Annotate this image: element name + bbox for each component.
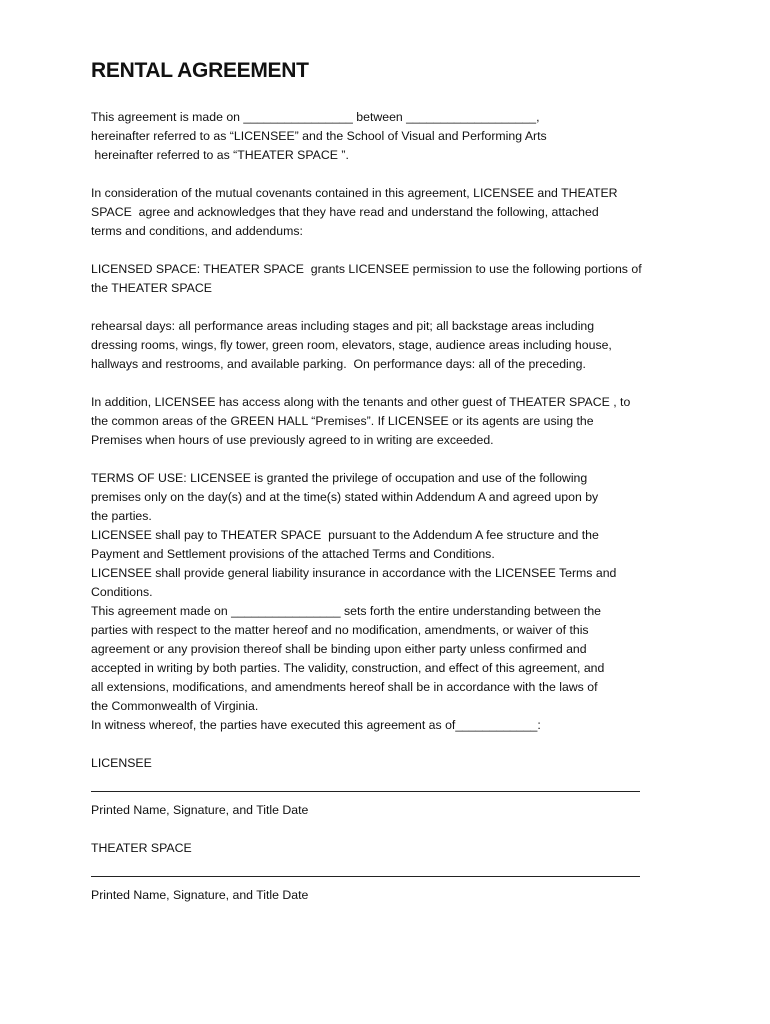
- signature-block-licensee: [91, 754, 686, 820]
- consideration-paragraph: [91, 184, 686, 241]
- signature-block-theater-space: [91, 839, 686, 905]
- terms-line: TERMS OF USE: LICENSEE is granted the privilege of occupation and use of the following: [91, 471, 588, 485]
- terms-line: parties with respect to the matter hereof and no modification, amendments, or waiver of this: [91, 623, 589, 637]
- terms-line: the parties.: [91, 509, 152, 523]
- addition-paragraph: [91, 393, 686, 450]
- document-title: RENTAL AGREEMENT: [91, 59, 309, 82]
- signature-line[interactable]: [91, 791, 640, 792]
- terms-line: accepted in writing by both parties. The validity, construction, and effect of this agreement, and: [91, 661, 605, 675]
- terms-line: This agreement made on ________________ sets forth the entire understanding between the: [91, 604, 602, 618]
- consideration-line: SPACE agree and acknowledges that they have read and understand the following, attached: [91, 205, 599, 219]
- addition-line: In addition, LICENSEE has access along with the tenants and other guest of THEATER SPACE , to: [91, 395, 631, 409]
- terms-line: Payment and Settlement provisions of the attached Terms and Conditions.: [91, 547, 495, 561]
- terms-line: LICENSEE shall pay to THEATER SPACE pursuant to the Addendum A fee structure and the: [91, 528, 599, 542]
- signature-line[interactable]: [91, 876, 640, 877]
- consideration-line: terms and conditions, and addendums:: [91, 224, 303, 238]
- intro-line: This agreement is made on ________________ between ___________________,: [91, 110, 540, 124]
- terms-line: all extensions, modifications, and amendments hereof shall be in accordance with the laws of: [91, 680, 598, 694]
- terms-line: agreement or any provision thereof shall be binding upon either party unless confirmed and: [91, 642, 587, 656]
- rehearsal-line: hallways and restrooms, and available parking. On performance days: all of the preceding.: [91, 357, 586, 371]
- rehearsal-paragraph: [91, 317, 686, 374]
- terms-line: In witness whereof, the parties have executed this agreement as of____________:: [91, 718, 541, 732]
- intro-line: hereinafter referred to as “THEATER SPACE ”.: [91, 148, 349, 162]
- intro-line: hereinafter referred to as “LICENSEE” and the School of Visual and Performing Arts: [91, 129, 547, 143]
- document-page: [91, 58, 686, 905]
- terms-line: LICENSEE shall provide general liability insurance in accordance with the LICENSEE Terms and: [91, 566, 617, 580]
- signature-caption: Printed Name, Signature, and Title Date: [91, 888, 309, 902]
- signature-party-label: THEATER SPACE: [91, 841, 192, 855]
- terms-line: Conditions.: [91, 585, 153, 599]
- addition-line: Premises when hours of use previously agreed to in writing are exceeded.: [91, 433, 494, 447]
- terms-paragraph: [91, 469, 686, 735]
- rehearsal-line: dressing rooms, wings, fly tower, green room, elevators, stage, audience areas including house,: [91, 338, 612, 352]
- licensed-space-paragraph: [91, 260, 686, 298]
- terms-line: the Commonwealth of Virginia.: [91, 699, 259, 713]
- licensed-space-line: LICENSED SPACE: THEATER SPACE grants LICENSEE permission to use the following portions of: [91, 262, 642, 276]
- signature-caption: Printed Name, Signature, and Title Date: [91, 803, 309, 817]
- signature-party-label: LICENSEE: [91, 756, 152, 770]
- licensed-space-line: the THEATER SPACE: [91, 281, 212, 295]
- addition-line: the common areas of the GREEN HALL “Premises”. If LICENSEE or its agents are using the: [91, 414, 594, 428]
- terms-line: premises only on the day(s) and at the time(s) stated within Addendum A and agreed upon by: [91, 490, 599, 504]
- intro-paragraph: [91, 108, 686, 165]
- consideration-line: In consideration of the mutual covenants contained in this agreement, LICENSEE and THEATER: [91, 186, 618, 200]
- rehearsal-line: rehearsal days: all performance areas including stages and pit; all backstage areas including: [91, 319, 595, 333]
